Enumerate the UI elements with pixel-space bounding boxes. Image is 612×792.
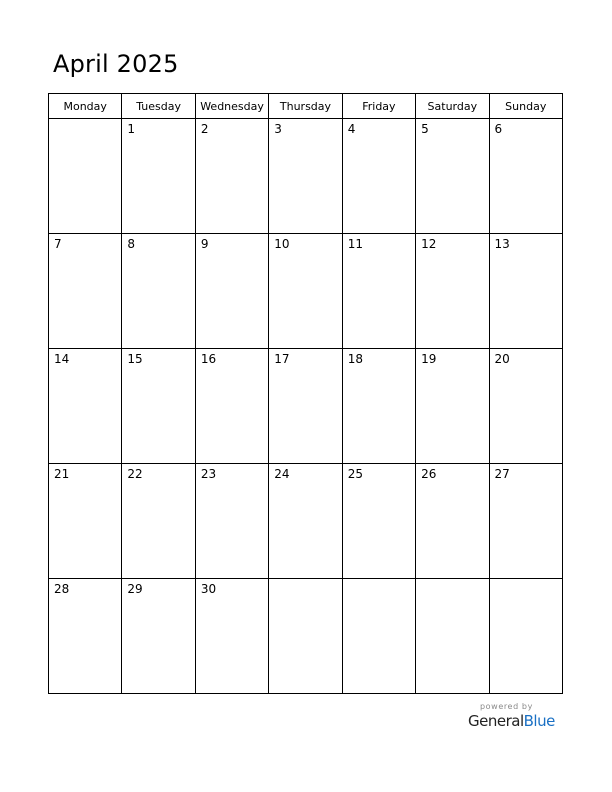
day-cell	[49, 349, 122, 464]
day-cell	[489, 349, 562, 464]
brand-logo	[468, 702, 564, 730]
weekday-header-friday: Friday	[342, 94, 415, 119]
day-cell	[49, 119, 122, 234]
day-cell	[122, 349, 195, 464]
day-number: 23	[200, 467, 217, 481]
day-number	[490, 579, 562, 582]
day-cell	[195, 349, 268, 464]
day-number: 4	[347, 122, 356, 136]
day-number: 26	[421, 467, 437, 481]
day-number: 20	[494, 352, 510, 366]
day-cell	[416, 579, 489, 694]
day-number: 9	[200, 237, 209, 251]
weekday-header-wednesday: Wednesday	[195, 94, 268, 119]
day-cell	[122, 464, 195, 579]
day-number: 11	[347, 237, 363, 251]
day-number: 10	[274, 237, 290, 251]
day-cell	[49, 579, 122, 694]
day-number: 8	[127, 237, 136, 251]
day-cell	[342, 579, 415, 694]
day-cell	[195, 234, 268, 349]
brand-name-general: General	[468, 712, 524, 730]
day-cell	[489, 464, 562, 579]
day-number: 30	[200, 582, 217, 596]
day-number: 25	[347, 467, 363, 481]
day-number: 22	[127, 467, 143, 481]
day-number: 5	[421, 122, 429, 136]
day-cell	[269, 119, 342, 234]
day-number: 19	[421, 352, 437, 366]
day-cell	[122, 579, 195, 694]
day-number	[49, 119, 121, 122]
day-cell	[489, 234, 562, 349]
day-number: 13	[494, 237, 510, 251]
day-cell	[269, 234, 342, 349]
week-row	[49, 234, 563, 349]
day-number: 27	[494, 467, 510, 481]
calendar-body	[49, 119, 563, 694]
weekday-header-sunday: Sunday	[489, 94, 562, 119]
day-number: 24	[274, 467, 290, 481]
day-number: 29	[127, 582, 143, 596]
day-number: 2	[200, 122, 209, 136]
day-cell	[269, 464, 342, 579]
brand-name	[468, 712, 564, 730]
day-number: 3	[274, 122, 282, 136]
day-cell	[489, 579, 562, 694]
day-cell	[49, 464, 122, 579]
day-number: 17	[274, 352, 290, 366]
day-cell	[342, 119, 415, 234]
day-cell	[122, 234, 195, 349]
day-cell	[342, 464, 415, 579]
weekday-header-tuesday: Tuesday	[122, 94, 195, 119]
day-cell	[416, 349, 489, 464]
day-cell	[122, 119, 195, 234]
powered-by-label: powered by	[480, 702, 533, 711]
weekday-header-thursday: Thursday	[269, 94, 342, 119]
day-cell	[195, 579, 268, 694]
week-row	[49, 464, 563, 579]
day-cell	[416, 119, 489, 234]
day-number	[269, 579, 341, 582]
day-number: 16	[200, 352, 217, 366]
calendar-title: April 2025	[53, 50, 179, 78]
day-cell	[195, 119, 268, 234]
day-cell	[489, 119, 562, 234]
weekday-header-saturday: Saturday	[416, 94, 489, 119]
day-number	[343, 579, 415, 582]
day-number	[416, 579, 488, 582]
day-number: 15	[127, 352, 143, 366]
week-row	[49, 579, 563, 694]
week-row	[49, 119, 563, 234]
brand-name-blue: Blue	[523, 712, 555, 730]
day-number: 1	[127, 122, 136, 136]
day-cell	[269, 579, 342, 694]
day-number: 18	[347, 352, 363, 366]
day-number: 28	[54, 582, 70, 596]
weekday-header-row	[49, 94, 563, 119]
day-cell	[269, 349, 342, 464]
day-number: 12	[421, 237, 437, 251]
weekday-header-monday: Monday	[49, 94, 122, 119]
day-number: 7	[54, 237, 62, 251]
day-number: 21	[54, 467, 70, 481]
day-number: 6	[494, 122, 503, 136]
calendar-grid	[48, 93, 563, 694]
day-cell	[342, 234, 415, 349]
day-cell	[416, 234, 489, 349]
day-cell	[342, 349, 415, 464]
day-cell	[195, 464, 268, 579]
week-row	[49, 349, 563, 464]
day-number: 14	[54, 352, 70, 366]
day-cell	[49, 234, 122, 349]
day-cell	[416, 464, 489, 579]
